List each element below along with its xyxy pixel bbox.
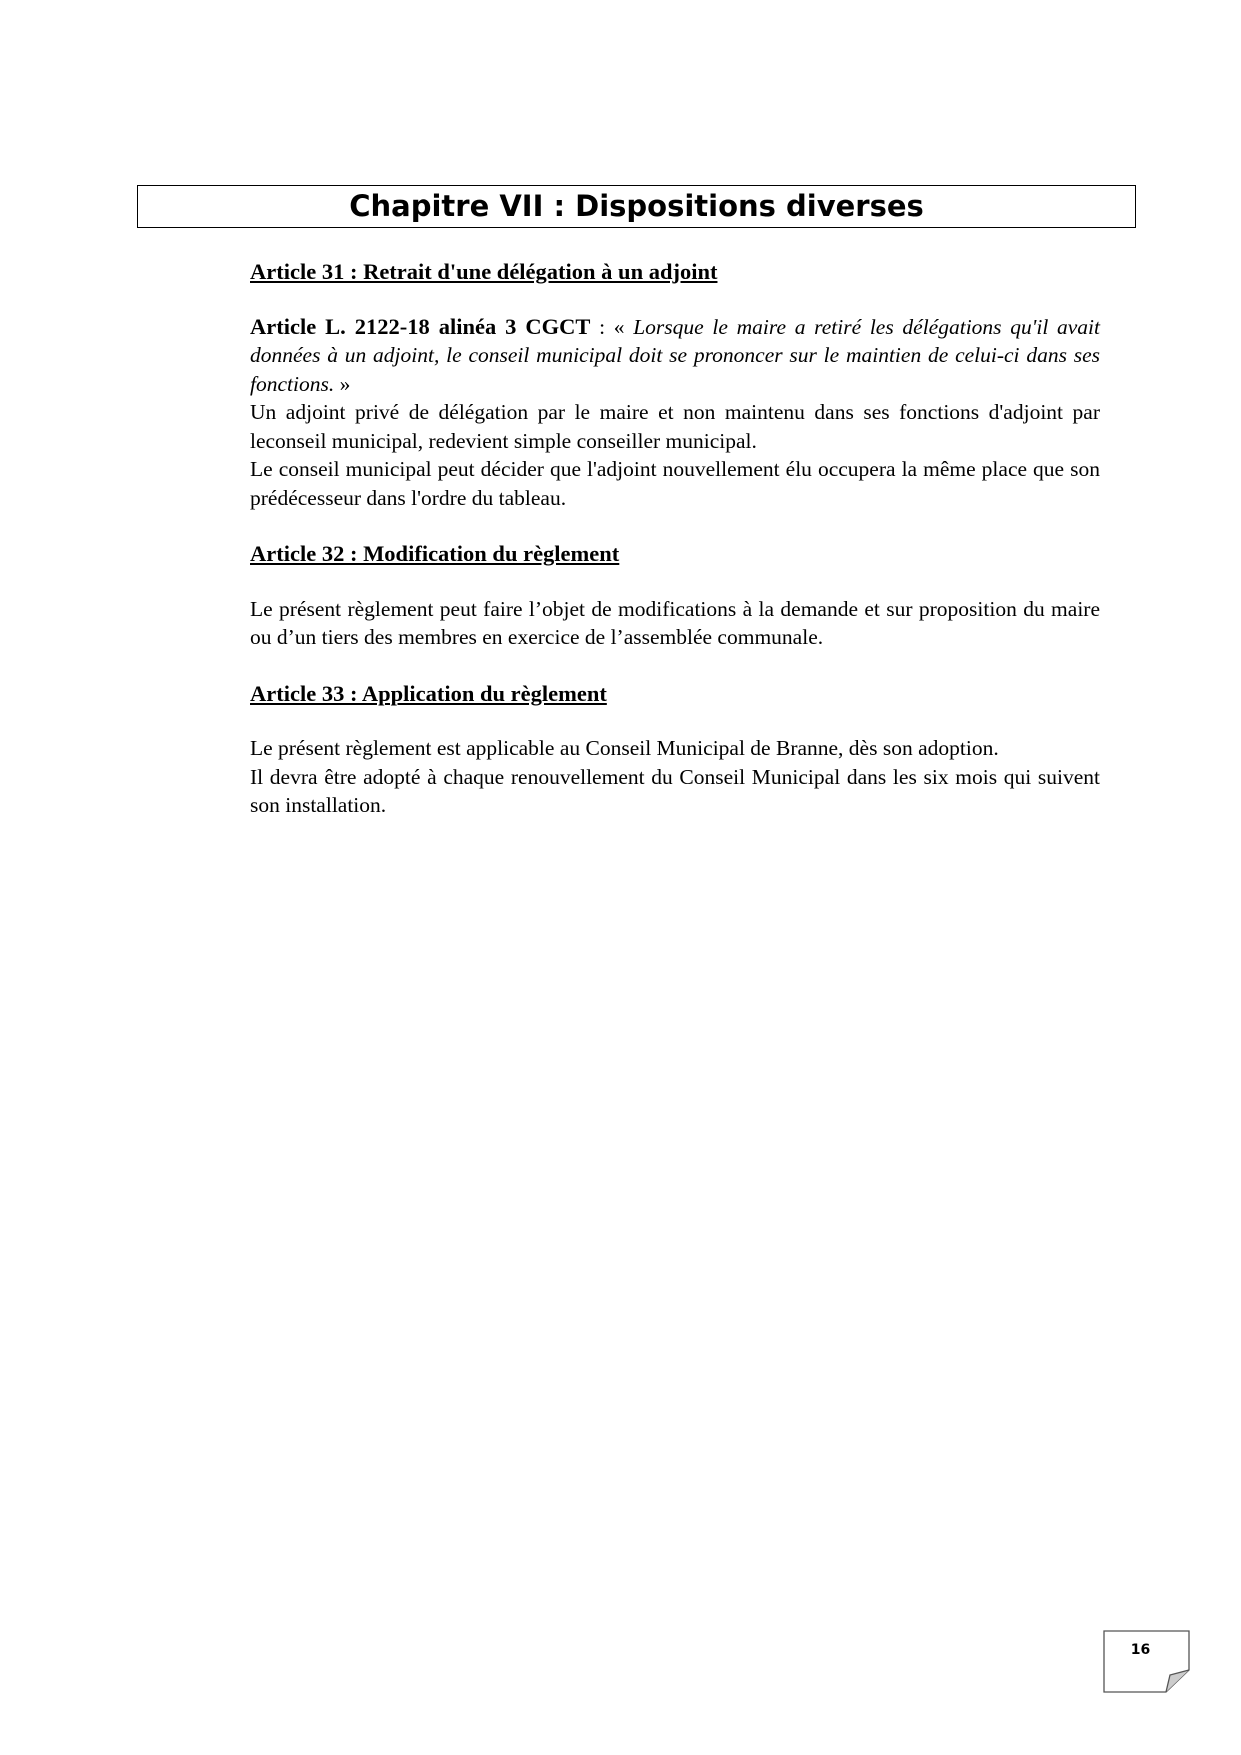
article-paragraph: Un adjoint privé de délégation par le maire et non maintenu dans ses fonctions d'adjoint par leconseil municipal, redevient simple conseiller municipal. [250, 400, 1100, 453]
chapter-title: Chapitre VII : Dispositions diverses [349, 189, 924, 223]
legal-quote: Lorsque le maire a retiré les délégations qu'il avait données à un adjoint, le conseil municipal doit se prononcer sur le maintien de celui-ci dans ses fonctions. [250, 314, 1100, 396]
article-heading: Article 33 : Application du règlement [250, 680, 607, 706]
legal-reference: Article L. 2122-18 alinéa 3 CGCT [250, 313, 591, 339]
legal-reference-paragraph [250, 313, 1100, 399]
article-31 [250, 258, 1100, 512]
article-33 [250, 680, 1100, 820]
article-32 [250, 540, 1100, 652]
chapter-title-box [137, 185, 1136, 228]
article-paragraph: Le conseil municipal peut décider que l'adjoint nouvellement élu occupera la même place que son prédécesseur dans l'ordre du tableau. [250, 457, 1100, 510]
quote-open: : « [590, 314, 634, 339]
folded-page-icon [1103, 1630, 1190, 1693]
page-number-box [1103, 1630, 1190, 1693]
article-paragraph: Le présent règlement est applicable au Conseil Municipal de Branne, dès son adoption. [250, 736, 999, 760]
document-body [250, 258, 1100, 820]
article-heading: Article 32 : Modification du règlement [250, 541, 620, 566]
quote-close: » [334, 371, 351, 396]
article-heading: Article 31 : Retrait d'une délégation à un adjoint [250, 259, 718, 284]
article-paragraph: Il devra être adopté à chaque renouvellement du Conseil Municipal dans les six mois qui suivent son installation. [250, 764, 1100, 817]
article-paragraph: Le présent règlement peut faire l’objet de modifications à la demande et sur proposition du maire ou d’un tiers des membres en exercice de l’assemblée communale. [250, 596, 1100, 649]
page-number: 16 [1130, 1642, 1151, 1658]
